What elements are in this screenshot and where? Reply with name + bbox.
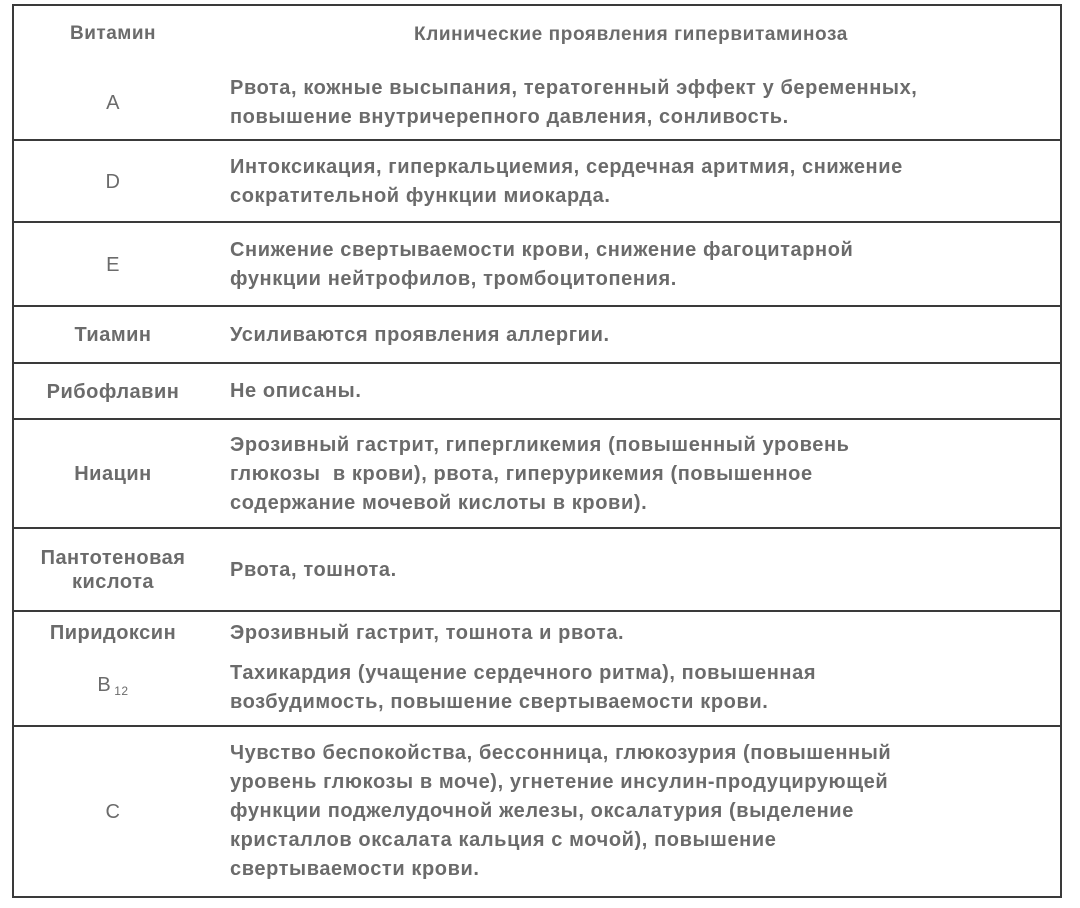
table-row-niacin: [14, 418, 1060, 528]
manifestation-text: [212, 739, 1060, 884]
vitamin-name: [14, 673, 212, 703]
manifestation-text: [212, 431, 1060, 518]
vitamin-name: [14, 546, 212, 594]
manifestation-text: [212, 236, 1060, 294]
text-line: Не описаны.: [230, 380, 362, 402]
vitamin-name: C: [105, 800, 121, 823]
manifestation-text: [212, 153, 1060, 211]
text-line: Усиливаются проявления аллергии.: [230, 323, 610, 346]
manifestation-text: [212, 556, 1060, 585]
manifestation-text: [212, 619, 1060, 648]
vitamin-name: Рибофлавин: [46, 380, 180, 403]
vitamin-name: E: [106, 253, 120, 276]
header-vitamin: Витамин: [70, 23, 156, 44]
text-line: Рвота, кожные высыпания, тератогенный эффект у беременных,: [230, 77, 918, 99]
vitamin-name-line: кислота: [71, 571, 154, 593]
table-header-row: [14, 16, 1060, 52]
vitamin-name: A: [106, 92, 120, 114]
text-line: повышение внутричерепного давления, сонливость.: [230, 106, 789, 128]
table-row-b12: [14, 656, 1060, 720]
text-line: Чувство беспокойства, бессонница, глюкозурия (повышенный: [230, 742, 892, 764]
text-line: содержание мочевой кислоты в крови).: [230, 491, 648, 514]
table-row-a: [14, 68, 1060, 138]
text-line: функции нейтрофилов, тромбоцитопения.: [230, 267, 677, 290]
table-row-pyridoxine: [14, 618, 1060, 648]
vitamin-name: Тиамин: [74, 324, 152, 346]
text-line: глюкозы в крови), рвота, гиперурикемия (повышенное: [230, 462, 813, 485]
text-line: Эрозивный гастрит, тошнота и рвота.: [230, 621, 625, 644]
text-line: кристаллов оксалата кальция с мочой), повышение: [230, 829, 777, 851]
manifestation-text: [212, 377, 1060, 406]
manifestation-text: [212, 321, 1060, 350]
text-line: уровень глюкозы в моче), угнетение инсулин-продуцирующей: [230, 771, 889, 793]
header-manifestations: Клинические проявления гипервитаминоза: [414, 23, 848, 45]
vitamin-name-line: Пантотеновая: [40, 547, 186, 569]
table-row-thiamine: [14, 305, 1060, 363]
manifestation-text: [212, 659, 1060, 717]
text-line: Интоксикация, гиперкальциемия, сердечная аритмия, снижение: [230, 155, 903, 178]
text-line: Тахикардия (учащение сердечного ритма), повышенная: [230, 662, 817, 684]
manifestation-text: [212, 74, 1060, 132]
table-row-pantothenic-acid: [14, 527, 1060, 611]
vitamin-letter: B: [97, 674, 112, 696]
table-section-pyridoxine-b12: [14, 610, 1060, 726]
vitamin-subscript: 12: [114, 684, 129, 698]
table-row-c: [14, 725, 1060, 896]
hypervitaminosis-table: [12, 4, 1062, 898]
text-line: функции поджелудочной железы, оксалатурия (выделение: [230, 800, 854, 822]
text-line: Снижение свертываемости крови, снижение фагоцитарной: [230, 238, 854, 261]
text-line: свертываемости крови.: [230, 858, 480, 880]
text-line: Рвота, тошнота.: [230, 558, 397, 581]
table-row-riboflavin: [14, 362, 1060, 419]
text-line: сократительной функции миокарда.: [230, 184, 611, 207]
table-row-d: [14, 139, 1060, 222]
text-line: Эрозивный гастрит, гипергликемия (повышенный уровень: [230, 433, 850, 456]
vitamin-name: Ниацин: [74, 463, 152, 485]
vitamin-name: D: [105, 170, 121, 193]
table-row-e: [14, 221, 1060, 306]
vitamin-name: Пиридоксин: [49, 622, 177, 644]
text-line: возбудимость, повышение свертываемости крови.: [230, 691, 769, 713]
